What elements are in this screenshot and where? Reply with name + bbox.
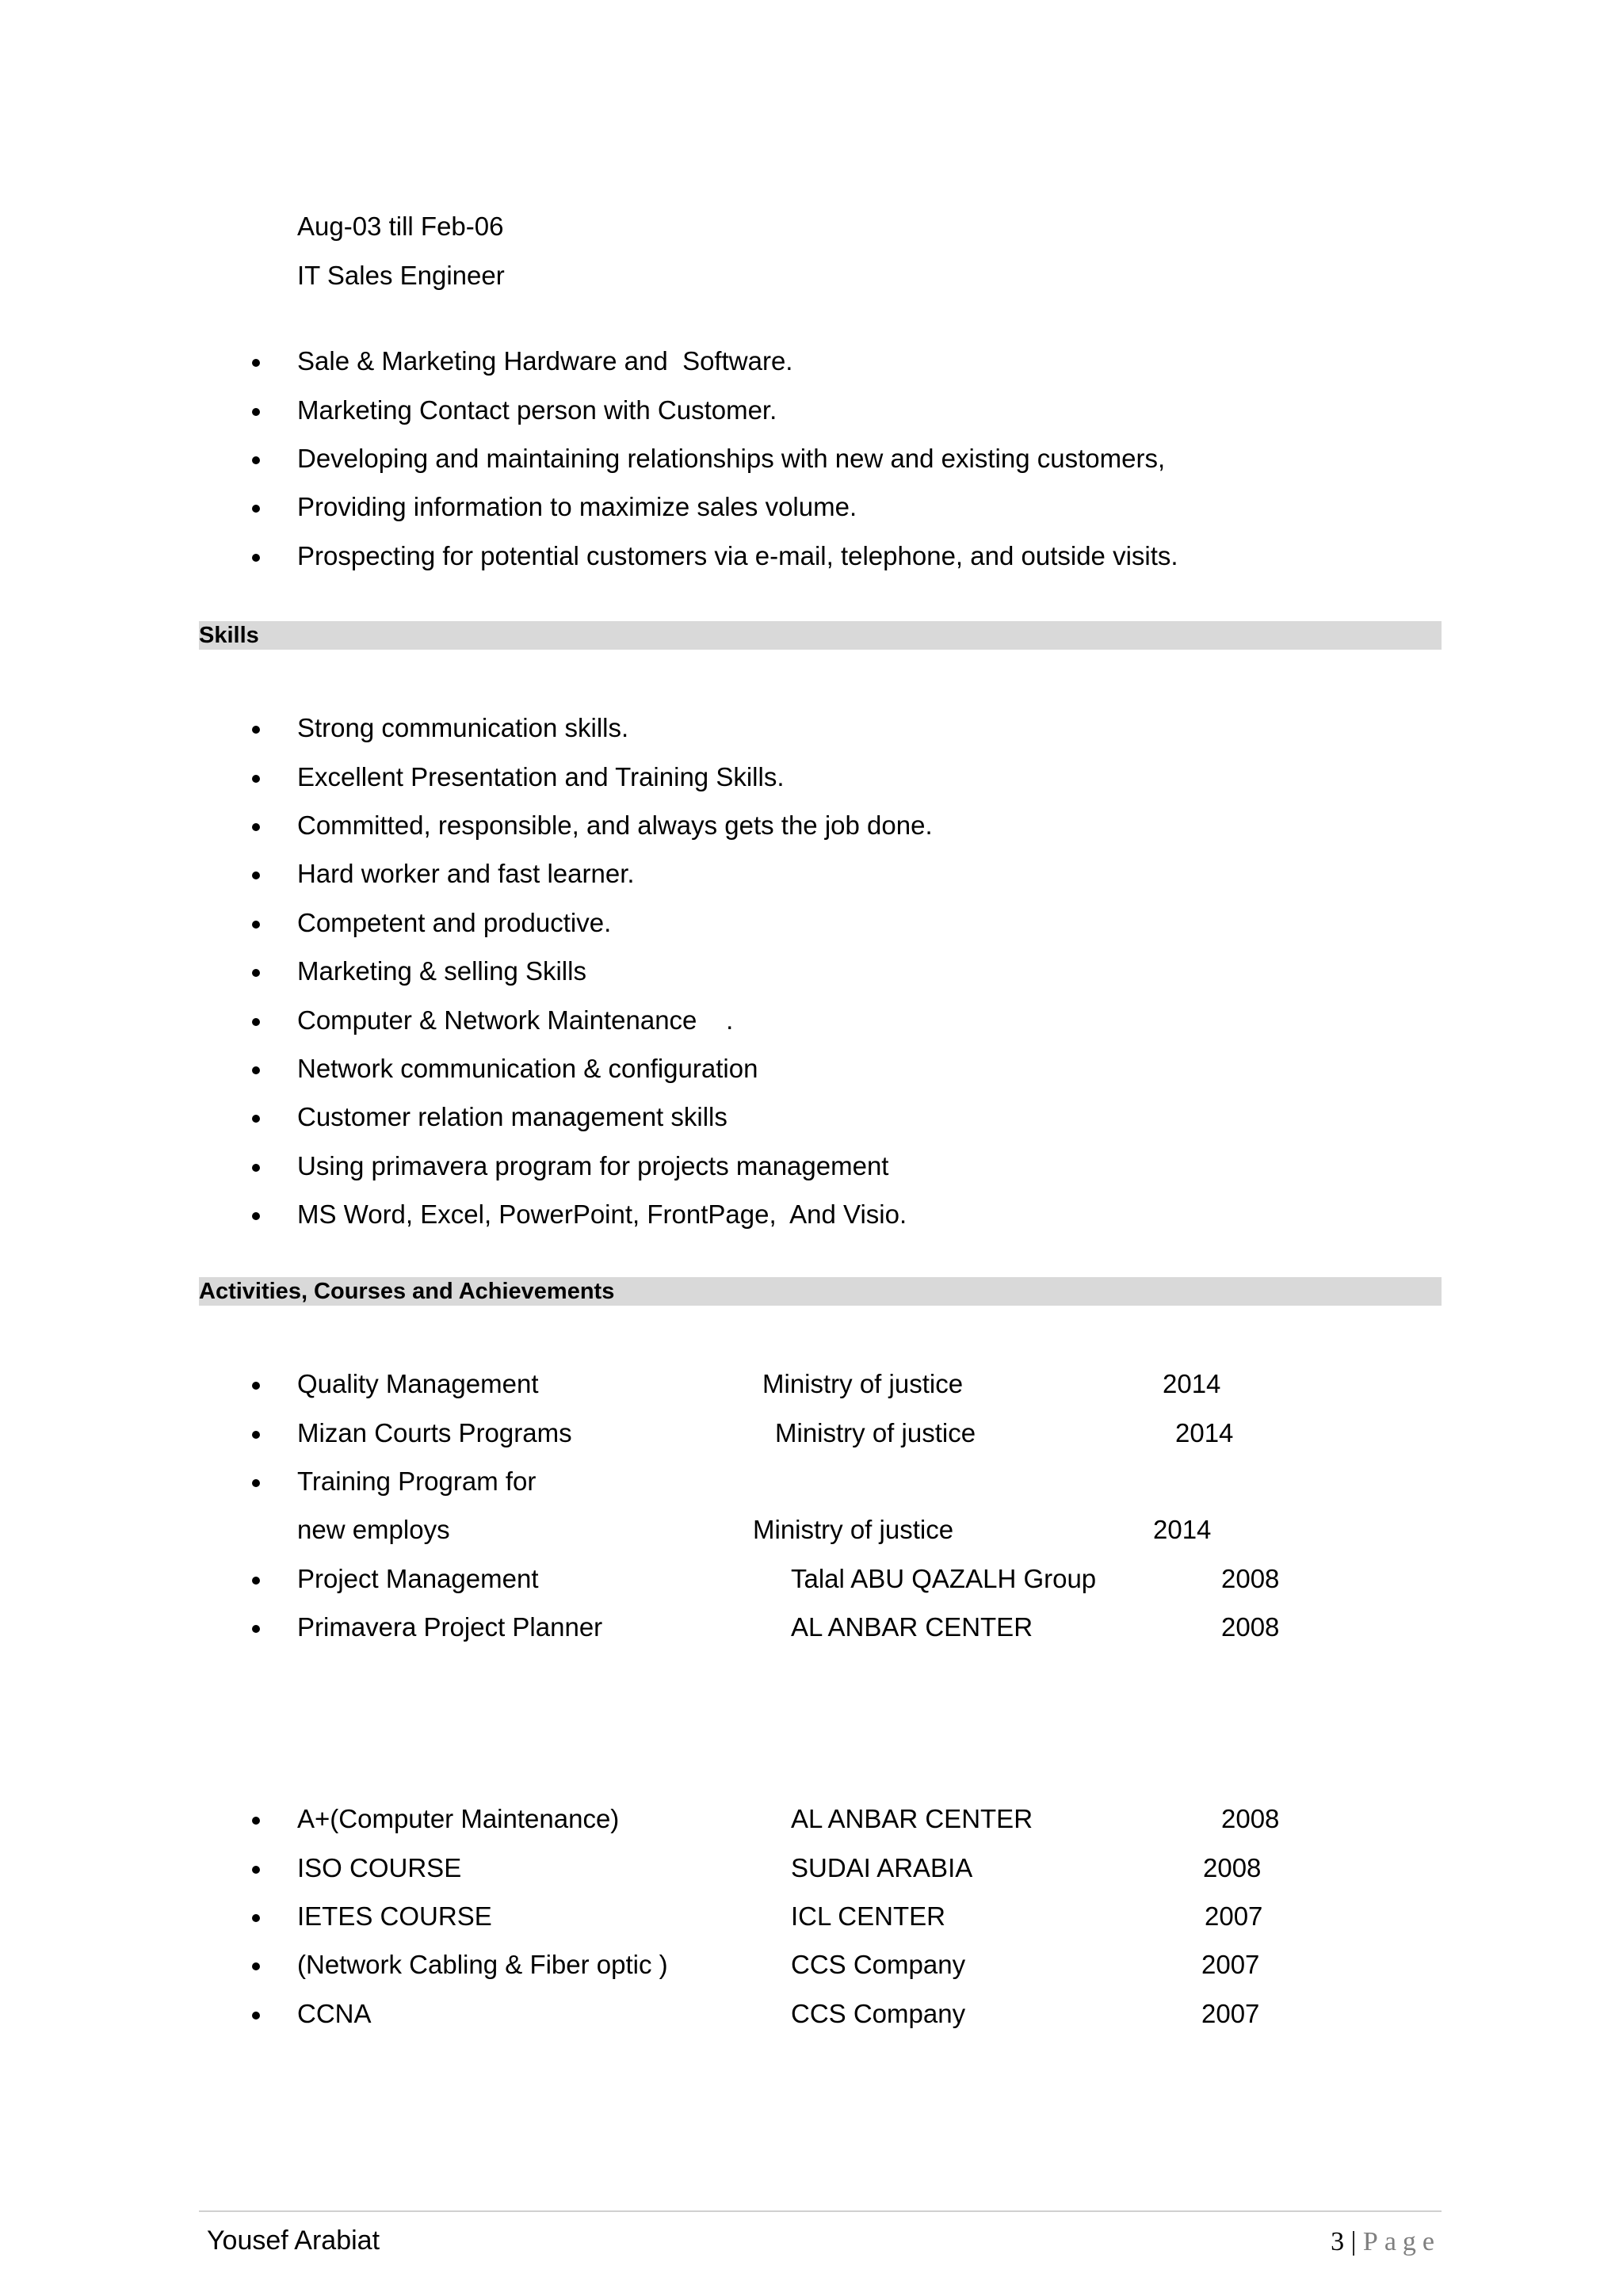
- list-item: Network communication & configuration: [297, 1054, 758, 1083]
- activity-year: 2014: [1175, 1418, 1234, 1447]
- activity-year: 2008: [1221, 1564, 1280, 1593]
- skills-heading: Skills: [199, 623, 259, 648]
- activity-course: Mizan Courts Programs: [297, 1418, 572, 1447]
- activity-org: ICL CENTER: [791, 1901, 945, 1931]
- bullet-icon: [252, 408, 260, 416]
- activity-course: Project Management: [297, 1564, 539, 1593]
- activity-org: AL ANBAR CENTER: [791, 1804, 1033, 1833]
- activity-org: Talal ABU QAZALH Group: [791, 1564, 1097, 1593]
- experience-period: Aug-03 till Feb-06: [297, 212, 504, 241]
- bullet-icon: [252, 359, 260, 367]
- bullet-icon: [252, 823, 260, 831]
- activity-course: CCNA: [297, 1999, 372, 2028]
- activity-org: CCS Company: [791, 1999, 966, 2028]
- list-item: Providing information to maximize sales volume.: [297, 492, 857, 521]
- activity-org: Ministry of justice: [762, 1369, 964, 1398]
- activity-org: Ministry of justice: [753, 1515, 954, 1544]
- bullet-icon: [252, 1382, 260, 1390]
- list-item: Computer & Network Maintenance .: [297, 1005, 734, 1035]
- activity-org: AL ANBAR CENTER: [791, 1612, 1033, 1642]
- activity-course-continued: new employs: [297, 1515, 450, 1544]
- list-item: Marketing & selling Skills: [297, 956, 586, 986]
- activity-year: 2014: [1163, 1369, 1221, 1398]
- bullet-icon: [252, 1817, 260, 1825]
- list-item: Prospecting for potential customers via e-mail, telephone, and outside visits.: [297, 541, 1178, 570]
- page-number: 3: [1331, 2227, 1345, 2256]
- list-item: Committed, responsible, and always gets the job done.: [297, 810, 933, 840]
- bullet-icon: [252, 2012, 260, 2019]
- page-separator: |: [1350, 2227, 1357, 2256]
- activity-year: 2008: [1203, 1853, 1262, 1882]
- bullet-icon: [252, 1866, 260, 1874]
- list-item: Strong communication skills.: [297, 713, 629, 742]
- activity-org: SUDAI ARABIA: [791, 1853, 973, 1882]
- experience-role: IT Sales Engineer: [297, 261, 505, 290]
- list-item: Developing and maintaining relationships with new and existing customers,: [297, 444, 1166, 473]
- list-item: Marketing Contact person with Customer.: [297, 395, 777, 425]
- activity-org: Ministry of justice: [775, 1418, 976, 1447]
- activity-year: 2008: [1221, 1804, 1280, 1833]
- bullet-icon: [252, 1115, 260, 1123]
- skills-heading-bar: [199, 621, 1442, 650]
- bullet-icon: [252, 1914, 260, 1922]
- activity-course: Primavera Project Planner: [297, 1612, 603, 1642]
- bullet-icon: [252, 456, 260, 464]
- activity-year: 2014: [1153, 1515, 1212, 1544]
- bullet-icon: [252, 1962, 260, 1970]
- activity-course: (Network Cabling & Fiber optic ): [297, 1950, 668, 1979]
- activity-course: ISO COURSE: [297, 1853, 462, 1882]
- list-item: Customer relation management skills: [297, 1102, 727, 1131]
- activity-org: CCS Company: [791, 1950, 966, 1979]
- bullet-icon: [252, 1577, 260, 1585]
- bullet-icon: [252, 775, 260, 783]
- bullet-icon: [252, 969, 260, 977]
- bullet-icon: [252, 726, 260, 734]
- activity-course: Quality Management: [297, 1369, 539, 1398]
- activity-year: 2007: [1201, 1999, 1260, 2028]
- page-word: Page: [1362, 2227, 1441, 2256]
- bullet-icon: [252, 871, 260, 879]
- list-item: Competent and productive.: [297, 908, 612, 937]
- footer-author-name: Yousef Arabiat: [207, 2225, 380, 2256]
- bullet-icon: [252, 1431, 260, 1439]
- bullet-icon: [252, 921, 260, 929]
- activity-course: Training Program for: [297, 1466, 537, 1496]
- activity-year: 2007: [1205, 1901, 1263, 1931]
- list-item: MS Word, Excel, PowerPoint, FrontPage, And Visio.: [297, 1199, 907, 1229]
- bullet-icon: [252, 1066, 260, 1074]
- bullet-icon: [252, 1212, 260, 1220]
- footer-page-indicator: [1331, 2226, 1441, 2258]
- footer-divider: [199, 2210, 1442, 2212]
- list-item: Excellent Presentation and Training Skills.: [297, 762, 785, 791]
- list-item: Hard worker and fast learner.: [297, 859, 635, 888]
- bullet-icon: [252, 554, 260, 562]
- bullet-icon: [252, 1018, 260, 1026]
- bullet-icon: [252, 1164, 260, 1172]
- activity-course: IETES COURSE: [297, 1901, 492, 1931]
- bullet-icon: [252, 1479, 260, 1487]
- activities-heading: Activities, Courses and Achievements: [199, 1279, 615, 1304]
- activity-year: 2008: [1221, 1612, 1280, 1642]
- activity-course: A+(Computer Maintenance): [297, 1804, 620, 1833]
- list-item: Sale & Marketing Hardware and Software.: [297, 346, 793, 376]
- bullet-icon: [252, 505, 260, 513]
- bullet-icon: [252, 1625, 260, 1633]
- list-item: Using primavera program for projects management: [297, 1151, 889, 1180]
- activity-year: 2007: [1201, 1950, 1260, 1979]
